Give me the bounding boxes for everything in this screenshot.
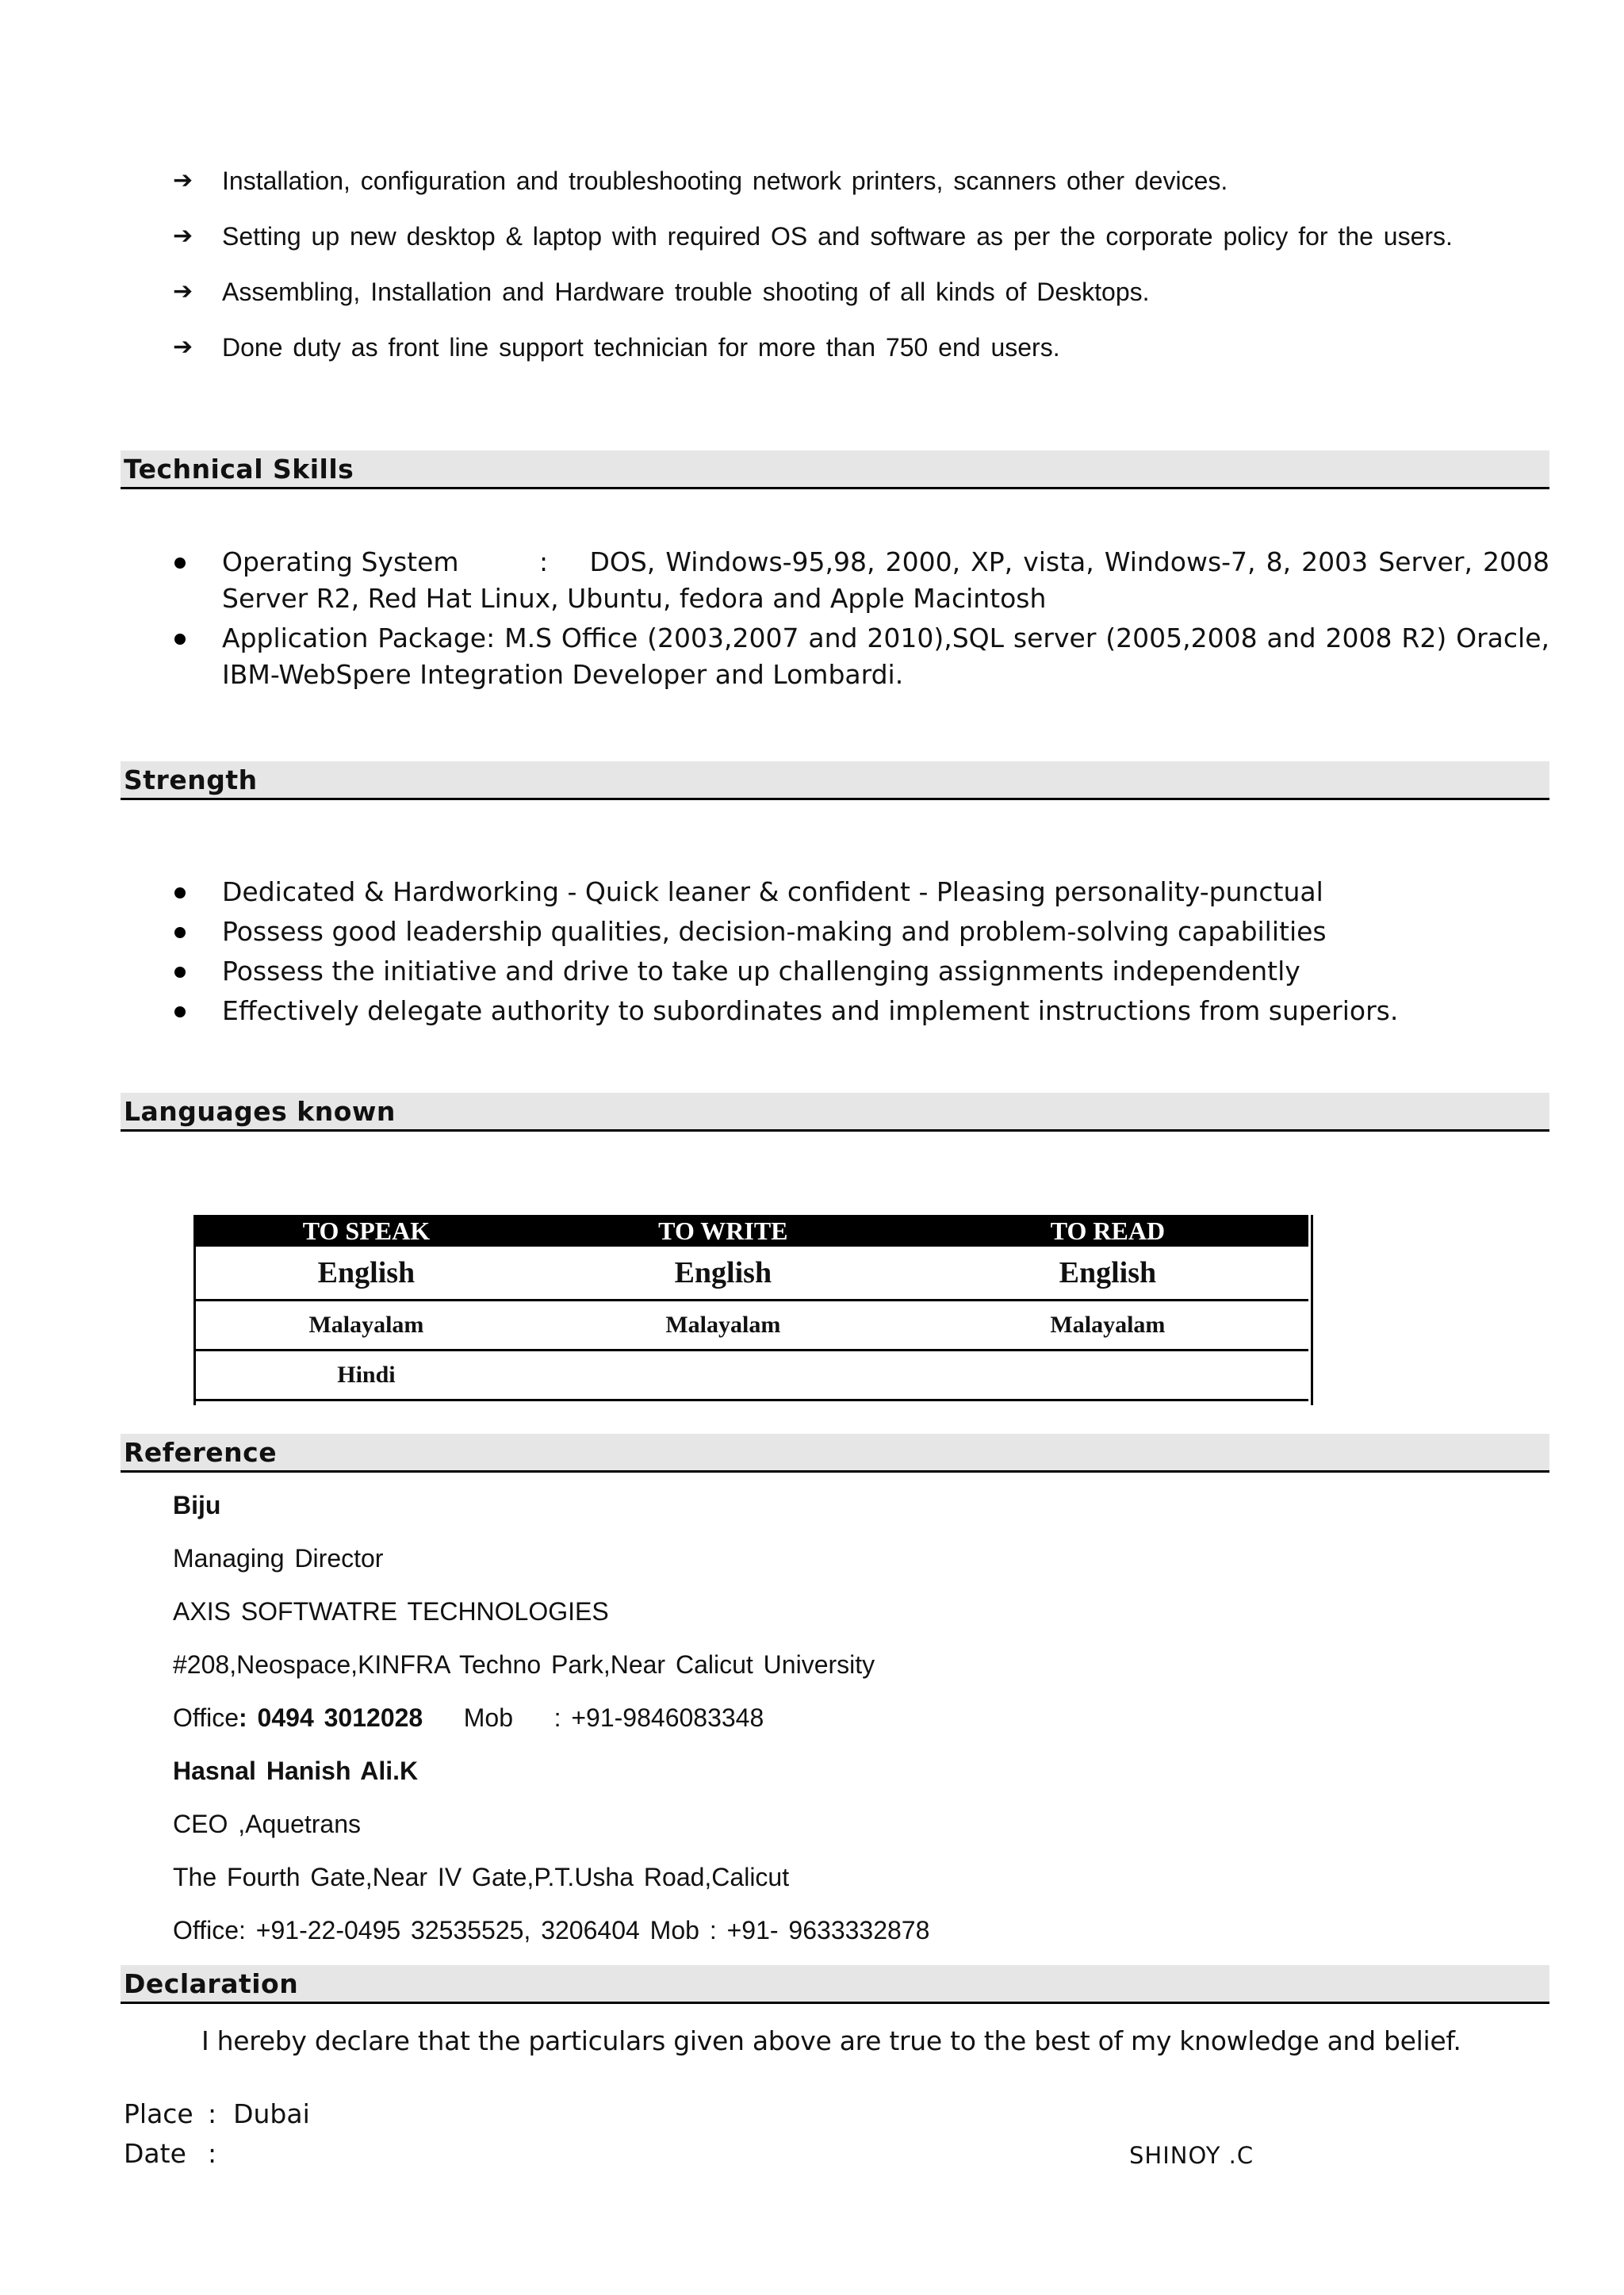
reference-heading: Reference [121,1434,1549,1473]
bullet-icon [174,557,186,569]
technical-skills-list [173,544,1549,696]
table-cell: English [317,1256,416,1289]
list-item: Dedicated & Hardworking - Quick leaner & confident - Pleasing personality-punctual [173,872,1549,912]
list-item: Possess good leadership qualities, decision-making and problem-solving capabilities [173,912,1549,952]
languages-table [193,1215,1308,1401]
arrow-bullet-icon: ➔ [173,278,193,305]
table-cell [907,1351,1308,1400]
signature-name: SHINOY .C [1129,2142,1254,2169]
bullet-icon [174,927,186,938]
list-item: ➔ Done duty as front line support technician for more than 750 end users. [173,333,1060,362]
reference-name: Hasnal Hanish Ali.K [173,1757,419,1785]
place-line: Place : Dubai [124,2098,310,2129]
table-cell: English [674,1256,772,1289]
strength-heading: Strength [121,761,1549,800]
technical-skills-heading: Technical Skills [121,450,1549,489]
list-item: Effectively delegate authority to subordinates and implement instructions from superiors. [173,991,1549,1031]
table-cell: English [1059,1256,1157,1289]
languages-heading: Languages known [121,1093,1549,1132]
table-cell: Malayalam [308,1312,424,1338]
reference-title: Managing Director [173,1544,384,1573]
table-row [193,1247,1308,1301]
arrow-bullet-icon: ➔ [173,167,193,193]
list-item: ➔ Installation, configuration and troubleshooting network printers, scanners other devices. [173,167,1228,195]
bullet-icon [174,634,186,645]
reference-company: AXIS SOFTWATRE TECHNOLOGIES [173,1597,609,1626]
declaration-heading: Declaration [121,1965,1549,2004]
bullet-icon [174,967,186,978]
table-row [193,1351,1308,1400]
bullet-icon [174,1006,186,1017]
date-line: Date : [124,2138,217,2169]
declaration-text: I hereby declare that the particulars given above are true to the best of my knowledge and belief. [201,2025,1461,2056]
arrow-bullet-icon: ➔ [173,334,193,360]
table-cell: Malayalam [1050,1312,1166,1338]
arrow-bullet-icon: ➔ [173,223,193,249]
table-header-row [193,1215,1308,1247]
reference-details [173,1489,1521,1967]
column-header: TO SPEAK [193,1215,539,1247]
strength-list [173,872,1549,1031]
reference-contact: Office: +91-22-0495 32535525, 3206404 Mob : +91- 9633332878 [173,1916,930,1944]
list-item: Application Package: M.S Office (2003,2007 and 2010),SQL server (2005,2008 and 2008 R2) Oracle, IBM-WebSpere Integration Developer and Lombardi. [173,620,1549,693]
column-header: TO READ [907,1215,1308,1247]
list-item: Operating System : DOS, Windows-95,98, 2000, XP, vista, Windows-7, 8, 2003 Server, 2008 Server R2, Red Hat Linux, Ubuntu, fedora and Apple Macintosh [173,544,1549,617]
list-item: Possess the initiative and drive to take up challenging assignments independently [173,952,1549,991]
reference-address: The Fourth Gate,Near IV Gate,P.T.Usha Road,Calicut [173,1863,790,1891]
table-cell: Hindi [337,1362,396,1388]
table-row [193,1301,1308,1351]
table-cell: Malayalam [665,1312,781,1338]
reference-title: CEO ,Aquetrans [173,1810,361,1838]
column-header: TO WRITE [539,1215,907,1247]
table-cell [539,1351,907,1400]
reference-contact: Office: 0494 3012028 Mob : +91-9846083348 [173,1703,764,1732]
duties-list [173,165,1568,387]
reference-address: #208,Neospace,KINFRA Techno Park,Near Calicut University [173,1650,875,1679]
bullet-icon [174,887,186,898]
list-item: ➔ Assembling, Installation and Hardware trouble shooting of all kinds of Desktops. [173,278,1150,306]
list-item: ➔ Setting up new desktop & laptop with required OS and software as per the corporate policy for the users. [173,222,1453,251]
reference-name: Biju [173,1491,221,1519]
